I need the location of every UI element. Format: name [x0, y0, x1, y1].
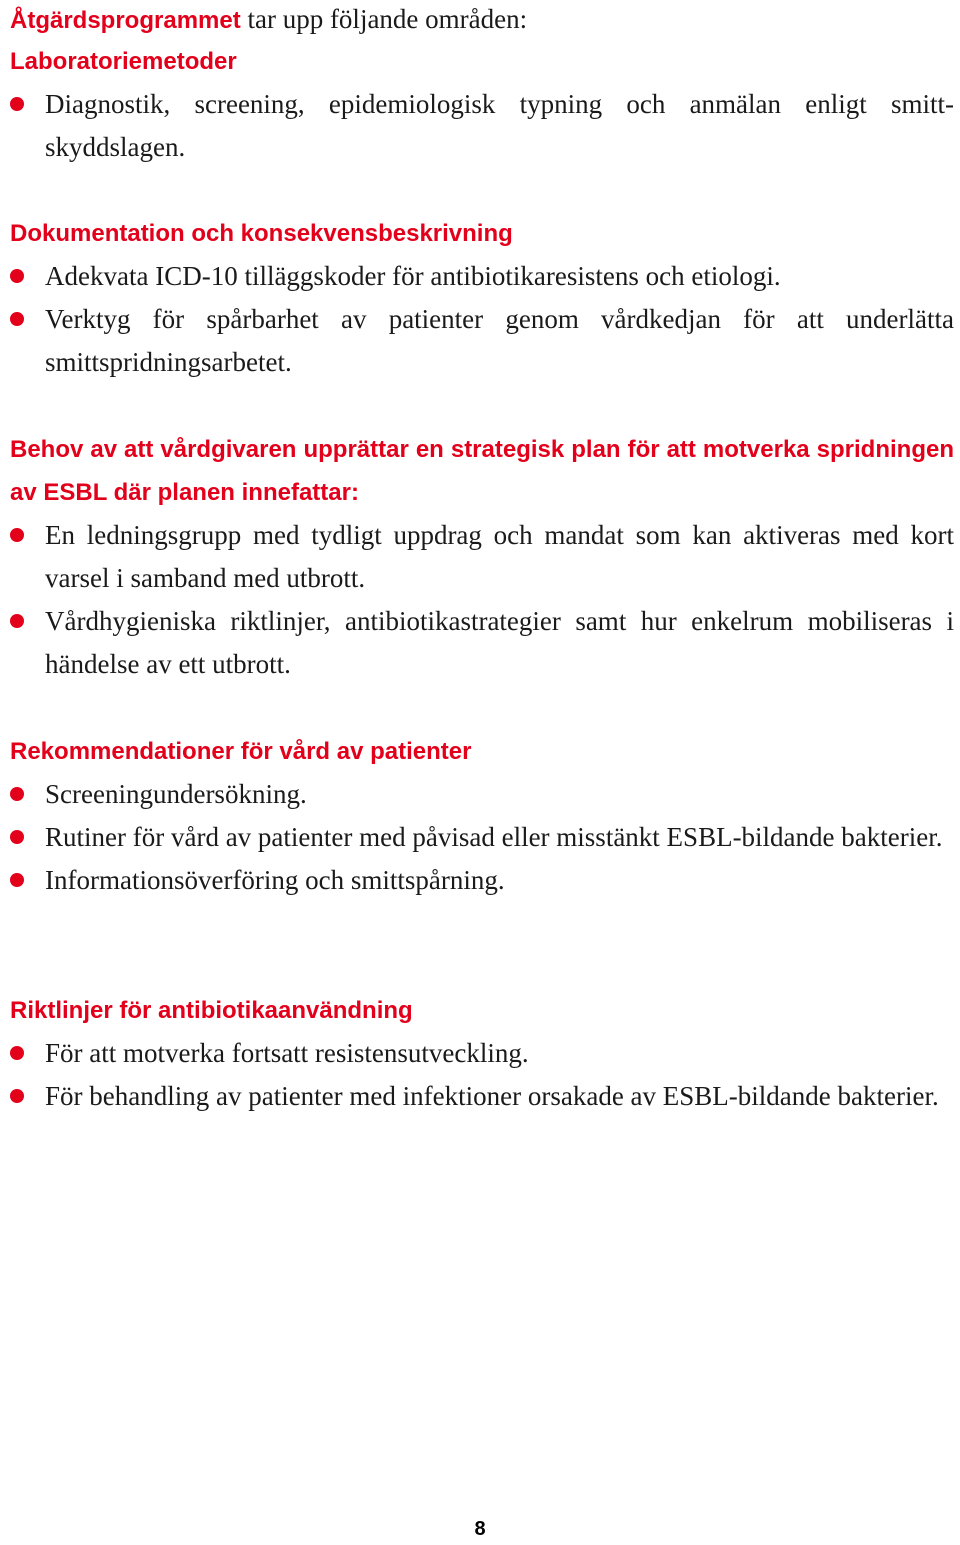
bullet-dot-icon: [10, 614, 24, 628]
bullet-dot-icon: [10, 1046, 24, 1060]
list-item: [10, 255, 954, 298]
bullet-dot-icon: [10, 97, 24, 111]
section-heading: Riktlinjer för antibiotikaanvändning: [10, 997, 413, 1024]
intro-text: tar upp följande områden:: [240, 4, 528, 34]
bullet-dot-icon: [10, 1089, 24, 1103]
bullet-list: [10, 255, 954, 384]
list-item-text: Informationsöverföring och smittspårning.: [45, 865, 505, 895]
section-strategisk-plan: [10, 428, 954, 686]
list-item-text: En ledningsgrupp med tydligt uppdrag och mandat som kan aktiveras med kort varsel i samband med utbrott.: [45, 520, 954, 593]
bullet-list: [10, 1032, 954, 1118]
section-heading: Behov av att vårdgivaren upprättar en strategisk plan för att motverka spridningen av ESBL där planen innefattar:: [10, 436, 954, 506]
bullet-list: [10, 514, 954, 686]
bullet-dot-icon: [10, 269, 24, 283]
list-item-text: Vårdhygieniska riktlinjer, antibiotikastrategier samt hur enkelrum mobiliseras i händelse av ett utbrott.: [45, 606, 954, 679]
section-laboratoriemetoder: [10, 40, 954, 169]
list-item-text: För behandling av patienter med infektioner orsakade av ESBL-bildande bakterier.: [45, 1081, 939, 1111]
bullet-dot-icon: [10, 528, 24, 542]
section-rekommendationer: [10, 730, 954, 902]
list-item: [10, 773, 954, 816]
list-item-text: Rutiner för vård av patienter med påvisad eller misstänkt ESBL-bildande bakterier.: [45, 822, 943, 852]
bullet-dot-icon: [10, 312, 24, 326]
section-heading: Rekommendationer för vård av patienter: [10, 738, 472, 765]
list-item-text: Verktyg för spårbarhet av patienter genom vårdkedjan för att underlätta smittspridningsarbetet.: [45, 304, 954, 377]
bullet-dot-icon: [10, 787, 24, 801]
section-riktlinjer-antibiotika: [10, 989, 954, 1118]
bullet-list: [10, 773, 954, 902]
page-number: 8: [474, 1518, 486, 1540]
bullet-list: [10, 83, 954, 169]
list-item: [10, 514, 954, 600]
list-item: [10, 298, 954, 384]
list-item: [10, 859, 954, 902]
bullet-dot-icon: [10, 873, 24, 887]
section-heading: Laboratoriemetoder: [10, 48, 237, 75]
intro-lead: Åtgärdsprogrammet: [10, 7, 241, 34]
intro-line: [10, 0, 527, 40]
list-item-text: Diagnostik, screening, epidemiologisk typning och anmälan enligt smittskyddslagen.: [45, 89, 954, 162]
list-item: [10, 600, 954, 686]
list-item: [10, 83, 954, 169]
list-item: [10, 1032, 954, 1075]
list-item: [10, 816, 954, 859]
list-item: [10, 1075, 954, 1118]
list-item-text: Adekvata ICD-10 tilläggskoder för antibiotikaresistens och etiologi.: [45, 261, 781, 291]
list-item-text: För att motverka fortsatt resistensutveckling.: [45, 1038, 529, 1068]
section-heading: Dokumentation och konsekvensbeskrivning: [10, 220, 513, 247]
section-dokumentation: [10, 212, 954, 384]
list-item-text: Screeningundersökning.: [45, 779, 307, 809]
bullet-dot-icon: [10, 830, 24, 844]
